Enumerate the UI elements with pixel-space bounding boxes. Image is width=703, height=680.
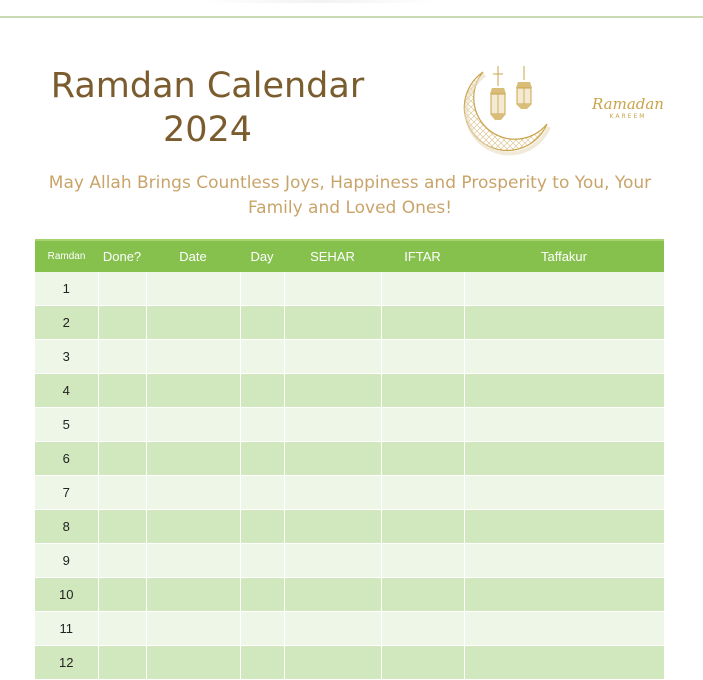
date-cell[interactable] — [146, 510, 240, 544]
date-cell[interactable] — [146, 374, 240, 408]
done-cell[interactable] — [98, 272, 146, 306]
col-header-ramdan: Ramdan — [35, 240, 98, 272]
day-cell[interactable] — [240, 544, 284, 578]
lantern-icon — [516, 66, 532, 109]
sehar-cell[interactable] — [284, 272, 381, 306]
done-cell[interactable] — [98, 374, 146, 408]
table-row — [35, 476, 664, 510]
sehar-cell[interactable] — [284, 442, 381, 476]
done-cell[interactable] — [98, 510, 146, 544]
day-cell[interactable] — [240, 374, 284, 408]
date-cell[interactable] — [146, 340, 240, 374]
day-number-cell: 11 — [35, 612, 98, 646]
day-cell[interactable] — [240, 408, 284, 442]
date-cell[interactable] — [146, 272, 240, 306]
day-number-cell: 2 — [35, 306, 98, 340]
ramadan-kareem-logo — [585, 95, 671, 121]
day-cell[interactable] — [240, 476, 284, 510]
date-cell[interactable] — [146, 612, 240, 646]
day-cell[interactable] — [240, 612, 284, 646]
col-header-date: Date — [146, 240, 240, 272]
taffakur-cell[interactable] — [464, 646, 664, 680]
done-cell[interactable] — [98, 612, 146, 646]
date-cell[interactable] — [146, 646, 240, 680]
day-number-cell: 6 — [35, 442, 98, 476]
day-cell[interactable] — [240, 272, 284, 306]
iftar-cell[interactable] — [381, 578, 464, 612]
table-row — [35, 272, 664, 306]
calendar-table — [35, 239, 665, 680]
table-row — [35, 578, 664, 612]
done-cell[interactable] — [98, 442, 146, 476]
taffakur-cell[interactable] — [464, 476, 664, 510]
date-cell[interactable] — [146, 578, 240, 612]
iftar-cell[interactable] — [381, 408, 464, 442]
done-cell[interactable] — [98, 340, 146, 374]
sehar-cell[interactable] — [284, 408, 381, 442]
sehar-cell[interactable] — [284, 646, 381, 680]
top-shadow — [200, 0, 440, 3]
day-cell[interactable] — [240, 442, 284, 476]
table-row — [35, 646, 664, 680]
crescent-moon-icon — [405, 62, 555, 157]
day-number-cell: 4 — [35, 374, 98, 408]
sehar-cell[interactable] — [284, 476, 381, 510]
header-row — [35, 240, 664, 272]
day-cell[interactable] — [240, 578, 284, 612]
done-cell[interactable] — [98, 306, 146, 340]
taffakur-cell[interactable] — [464, 544, 664, 578]
day-number-cell: 9 — [35, 544, 98, 578]
taffakur-cell[interactable] — [464, 272, 664, 306]
done-cell[interactable] — [98, 408, 146, 442]
logo-sub-text: KAREEM — [609, 113, 647, 120]
sehar-cell[interactable] — [284, 510, 381, 544]
iftar-cell[interactable] — [381, 646, 464, 680]
taffakur-cell[interactable] — [464, 578, 664, 612]
date-cell[interactable] — [146, 442, 240, 476]
logo-script-text: Ramadan — [592, 95, 664, 113]
iftar-cell[interactable] — [381, 544, 464, 578]
iftar-cell[interactable] — [381, 476, 464, 510]
day-cell[interactable] — [240, 510, 284, 544]
table-row — [35, 340, 664, 374]
taffakur-cell[interactable] — [464, 408, 664, 442]
day-cell[interactable] — [240, 306, 284, 340]
title-line-1: Ramdan Calendar — [50, 66, 365, 106]
day-number-cell: 10 — [35, 578, 98, 612]
sehar-cell[interactable] — [284, 578, 381, 612]
page-title — [35, 64, 380, 152]
lantern-icon — [490, 66, 506, 120]
iftar-cell[interactable] — [381, 340, 464, 374]
table-row — [35, 612, 664, 646]
day-number-cell: 1 — [35, 272, 98, 306]
table-row — [35, 374, 664, 408]
day-number-cell: 5 — [35, 408, 98, 442]
sehar-cell[interactable] — [284, 306, 381, 340]
col-header-iftar: IFTAR — [381, 240, 464, 272]
table-row — [35, 306, 664, 340]
day-number-cell: 8 — [35, 510, 98, 544]
day-cell[interactable] — [240, 646, 284, 680]
taffakur-cell[interactable] — [464, 510, 664, 544]
col-header-sehar: SEHAR — [284, 240, 381, 272]
top-divider — [0, 16, 703, 18]
day-number-cell: 3 — [35, 340, 98, 374]
table-row — [35, 442, 664, 476]
title-line-2: 2024 — [162, 110, 253, 150]
col-header-done: Done? — [98, 240, 146, 272]
iftar-cell[interactable] — [381, 374, 464, 408]
iftar-cell[interactable] — [381, 612, 464, 646]
iftar-cell[interactable] — [381, 272, 464, 306]
done-cell[interactable] — [98, 476, 146, 510]
taffakur-cell[interactable] — [464, 374, 664, 408]
day-cell[interactable] — [240, 340, 284, 374]
done-cell[interactable] — [98, 578, 146, 612]
table-row — [35, 544, 664, 578]
taffakur-cell[interactable] — [464, 442, 664, 476]
iftar-cell[interactable] — [381, 306, 464, 340]
done-cell[interactable] — [98, 544, 146, 578]
date-cell[interactable] — [146, 408, 240, 442]
iftar-cell[interactable] — [381, 442, 464, 476]
taffakur-cell[interactable] — [464, 340, 664, 374]
sehar-cell[interactable] — [284, 340, 381, 374]
done-cell[interactable] — [98, 646, 146, 680]
day-number-cell: 7 — [35, 476, 98, 510]
date-cell[interactable] — [146, 544, 240, 578]
greeting-text: May Allah Brings Countless Joys, Happiness and Prosperity to You, Your Family and Loved Ones! — [48, 173, 652, 218]
sehar-cell[interactable] — [284, 612, 381, 646]
sehar-cell[interactable] — [284, 544, 381, 578]
table-row — [35, 510, 664, 544]
date-cell[interactable] — [146, 306, 240, 340]
date-cell[interactable] — [146, 476, 240, 510]
col-header-day: Day — [240, 240, 284, 272]
sehar-cell[interactable] — [284, 374, 381, 408]
table-row — [35, 408, 664, 442]
iftar-cell[interactable] — [381, 510, 464, 544]
col-header-taffakur: Taffakur — [464, 240, 664, 272]
day-number-cell: 12 — [35, 646, 98, 680]
ramadan-art — [405, 62, 555, 162]
taffakur-cell[interactable] — [464, 306, 664, 340]
taffakur-cell[interactable] — [464, 612, 664, 646]
